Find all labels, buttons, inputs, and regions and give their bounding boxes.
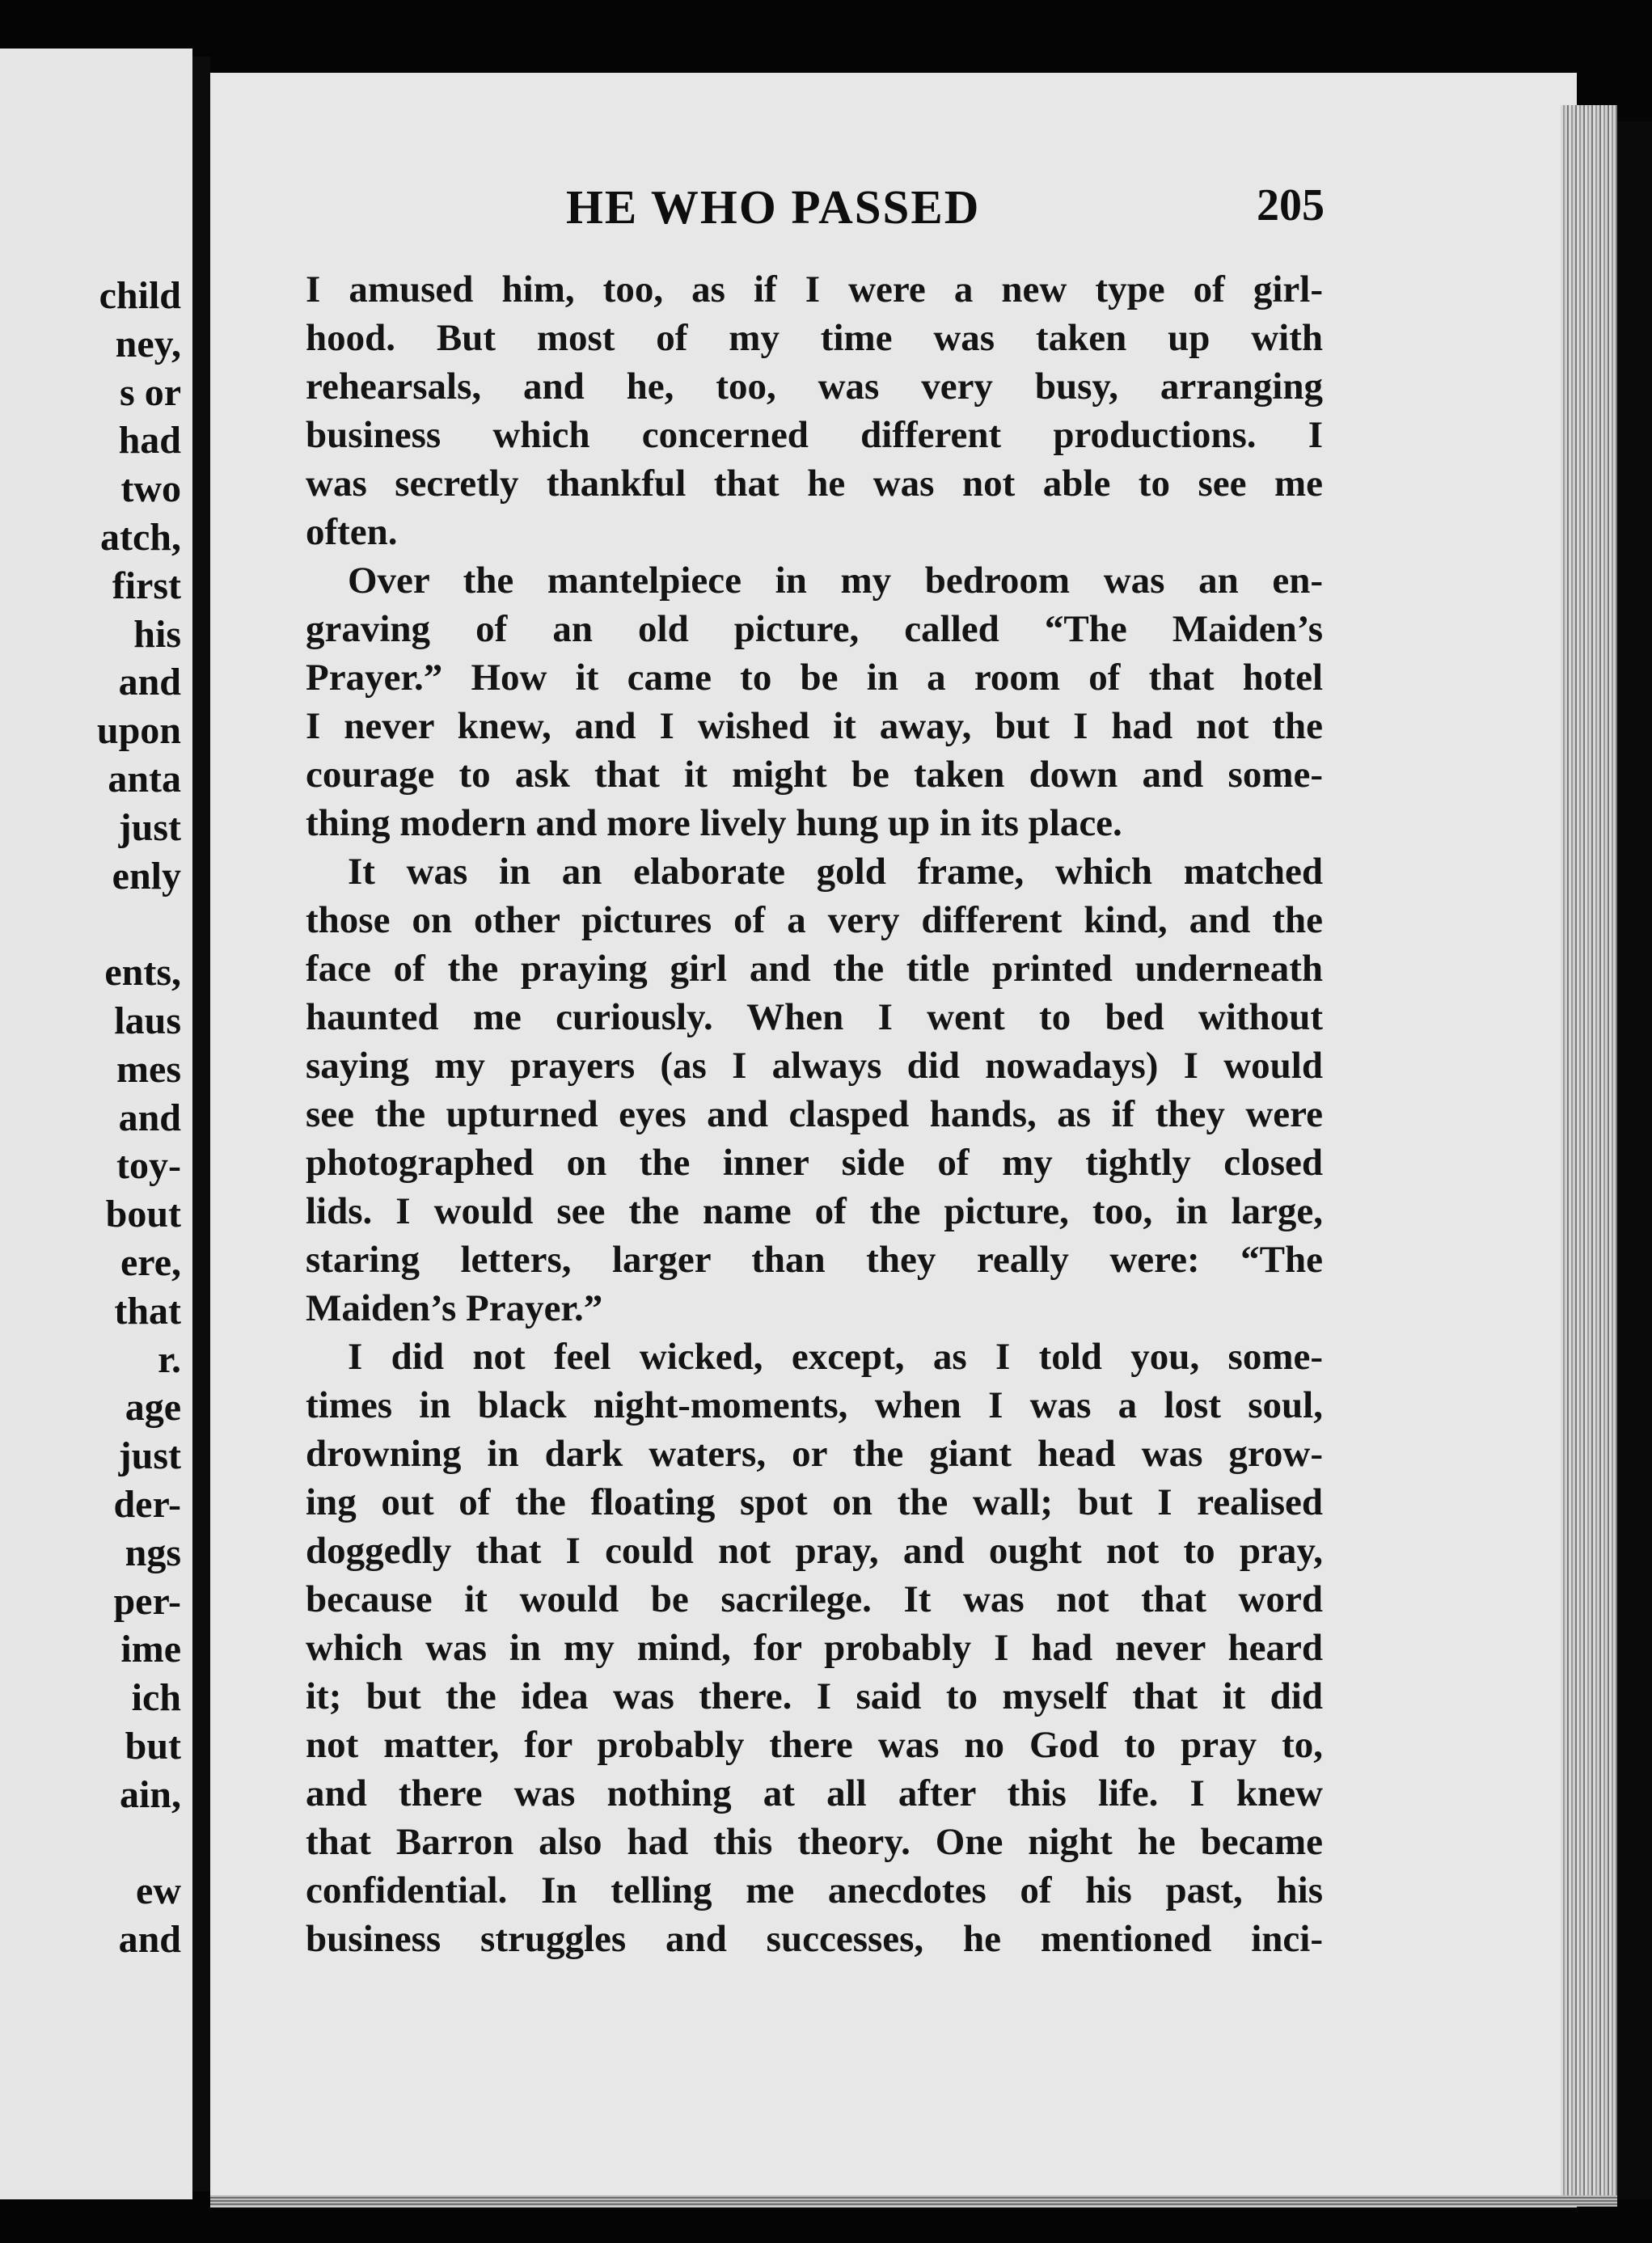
facing-page-fragment: toy- bbox=[116, 1144, 181, 1188]
facing-page-fragment: just bbox=[118, 1434, 181, 1478]
text-line: and there was nothing at all after this life. I knew bbox=[306, 1772, 1323, 1814]
text-line: it; but the idea was there. I said to myself that it did bbox=[306, 1675, 1323, 1717]
text-line: Prayer.” How it came to be in a room of that hotel bbox=[306, 657, 1323, 699]
facing-page-fragment: enly bbox=[112, 854, 181, 898]
text-line: haunted me curiously. When I went to bed without bbox=[306, 996, 1323, 1038]
running-head bbox=[307, 180, 1325, 233]
text-line: doggedly that I could not pray, and ought not to pray, bbox=[306, 1530, 1323, 1572]
text-line: thing modern and more lively hung up in its place. bbox=[306, 802, 1122, 844]
facing-page-left bbox=[0, 49, 192, 2199]
facing-page-fragment: two bbox=[120, 467, 181, 511]
text-line: face of the praying girl and the title printed underneath bbox=[306, 948, 1323, 990]
facing-page-fragment: der- bbox=[113, 1483, 181, 1526]
facing-page-fragment: ney, bbox=[115, 322, 181, 365]
facing-page-fragment: bout bbox=[105, 1193, 181, 1236]
facing-page-fragment: laus bbox=[114, 999, 181, 1042]
page-bottom-edge bbox=[210, 2195, 1617, 2207]
text-line: staring letters, larger than they really were: “The bbox=[306, 1239, 1323, 1281]
text-line: business struggles and successes, he mentioned inci- bbox=[306, 1918, 1323, 1960]
text-line: saying my prayers (as I always did nowadays) I would bbox=[306, 1045, 1323, 1087]
text-line: confidential. In telling me anecdotes of his past, his bbox=[306, 1869, 1323, 1911]
facing-page-fragment: first bbox=[112, 564, 181, 607]
facing-page-fragment: that bbox=[114, 1289, 181, 1333]
text-line: often. bbox=[306, 511, 398, 553]
facing-page-fragment: his bbox=[133, 612, 181, 656]
facing-page-fragment: atch, bbox=[100, 516, 181, 559]
text-line: not matter, for probably there was no God to pray to, bbox=[306, 1724, 1323, 1766]
facing-page-fragment: ew bbox=[136, 1869, 181, 1913]
facing-page-fragment: ich bbox=[131, 1676, 181, 1720]
facing-page-fragment: mes bbox=[116, 1047, 181, 1091]
text-line: It was in an elaborate gold frame, which matched bbox=[348, 851, 1323, 893]
facing-page-fragment: and bbox=[118, 1096, 181, 1139]
text-line: courage to ask that it might be taken down and some- bbox=[306, 754, 1323, 796]
text-line: which was in my mind, for probably I had never heard bbox=[306, 1627, 1323, 1669]
page-number: 205 bbox=[1257, 180, 1325, 230]
facing-page-fragment: and bbox=[118, 1918, 181, 1962]
facing-page-fragment: age bbox=[125, 1386, 181, 1430]
text-line: see the upturned eyes and clasped hands, as if they were bbox=[306, 1093, 1323, 1135]
facing-page-fragment: upon bbox=[96, 709, 181, 753]
text-line: lids. I would see the name of the picture, too, in large, bbox=[306, 1190, 1323, 1232]
text-line: because it would be sacrilege. It was not that word bbox=[306, 1578, 1323, 1620]
facing-page-fragment: ime bbox=[120, 1628, 181, 1671]
text-line: that Barron also had this theory. One night he became bbox=[306, 1821, 1323, 1863]
text-line: Maiden’s Prayer.” bbox=[306, 1287, 603, 1329]
facing-page-fragment: just bbox=[118, 805, 181, 849]
book-gutter bbox=[192, 57, 210, 2191]
facing-page-fragment: but bbox=[125, 1725, 181, 1768]
text-line: ing out of the floating spot on the wall; but I realised bbox=[306, 1481, 1323, 1523]
text-line: business which concerned different productions. I bbox=[306, 414, 1323, 456]
background-edge bbox=[1617, 121, 1652, 2199]
body-text bbox=[306, 265, 1323, 1963]
page-edge-stack bbox=[1561, 105, 1617, 2199]
facing-page-fragment: ngs bbox=[125, 1531, 181, 1574]
facing-page-fragment: anta bbox=[108, 758, 181, 800]
facing-page-fragment: and bbox=[118, 661, 181, 704]
facing-page-fragment: had bbox=[118, 419, 181, 463]
text-line: I never knew, and I wished it away, but I had not the bbox=[306, 705, 1323, 747]
facing-page-fragment: ents, bbox=[104, 951, 181, 995]
text-line: drowning in dark waters, or the giant head was grow- bbox=[306, 1433, 1323, 1475]
text-line: graving of an old picture, called “The Maiden’s bbox=[306, 608, 1323, 650]
facing-page-fragment: r. bbox=[158, 1337, 181, 1381]
facing-page-fragment: ain, bbox=[119, 1772, 181, 1816]
text-line: I amused him, too, as if I were a new type of girl- bbox=[306, 268, 1323, 310]
running-head-title: HE WHO PASSED bbox=[566, 180, 981, 234]
text-line: those on other pictures of a very different kind, and the bbox=[306, 899, 1323, 941]
facing-page-fragment: s or bbox=[120, 370, 181, 414]
text-line: photographed on the inner side of my tightly closed bbox=[306, 1142, 1323, 1184]
text-line: I did not feel wicked, except, as I told you, some- bbox=[348, 1336, 1323, 1378]
facing-page-fragment: per- bbox=[113, 1579, 181, 1623]
facing-page-fragment: ere, bbox=[120, 1241, 181, 1284]
text-line: was secretly thankful that he was not able to see me bbox=[306, 463, 1323, 505]
facing-page-fragment: child bbox=[99, 274, 181, 317]
text-line: rehearsals, and he, too, was very busy, arranging bbox=[306, 365, 1323, 408]
text-line: Over the mantelpiece in my bedroom was an en- bbox=[348, 560, 1323, 602]
text-line: times in black night-moments, when I was a lost soul, bbox=[306, 1384, 1323, 1426]
text-line: hood. But most of my time was taken up with bbox=[306, 317, 1323, 359]
